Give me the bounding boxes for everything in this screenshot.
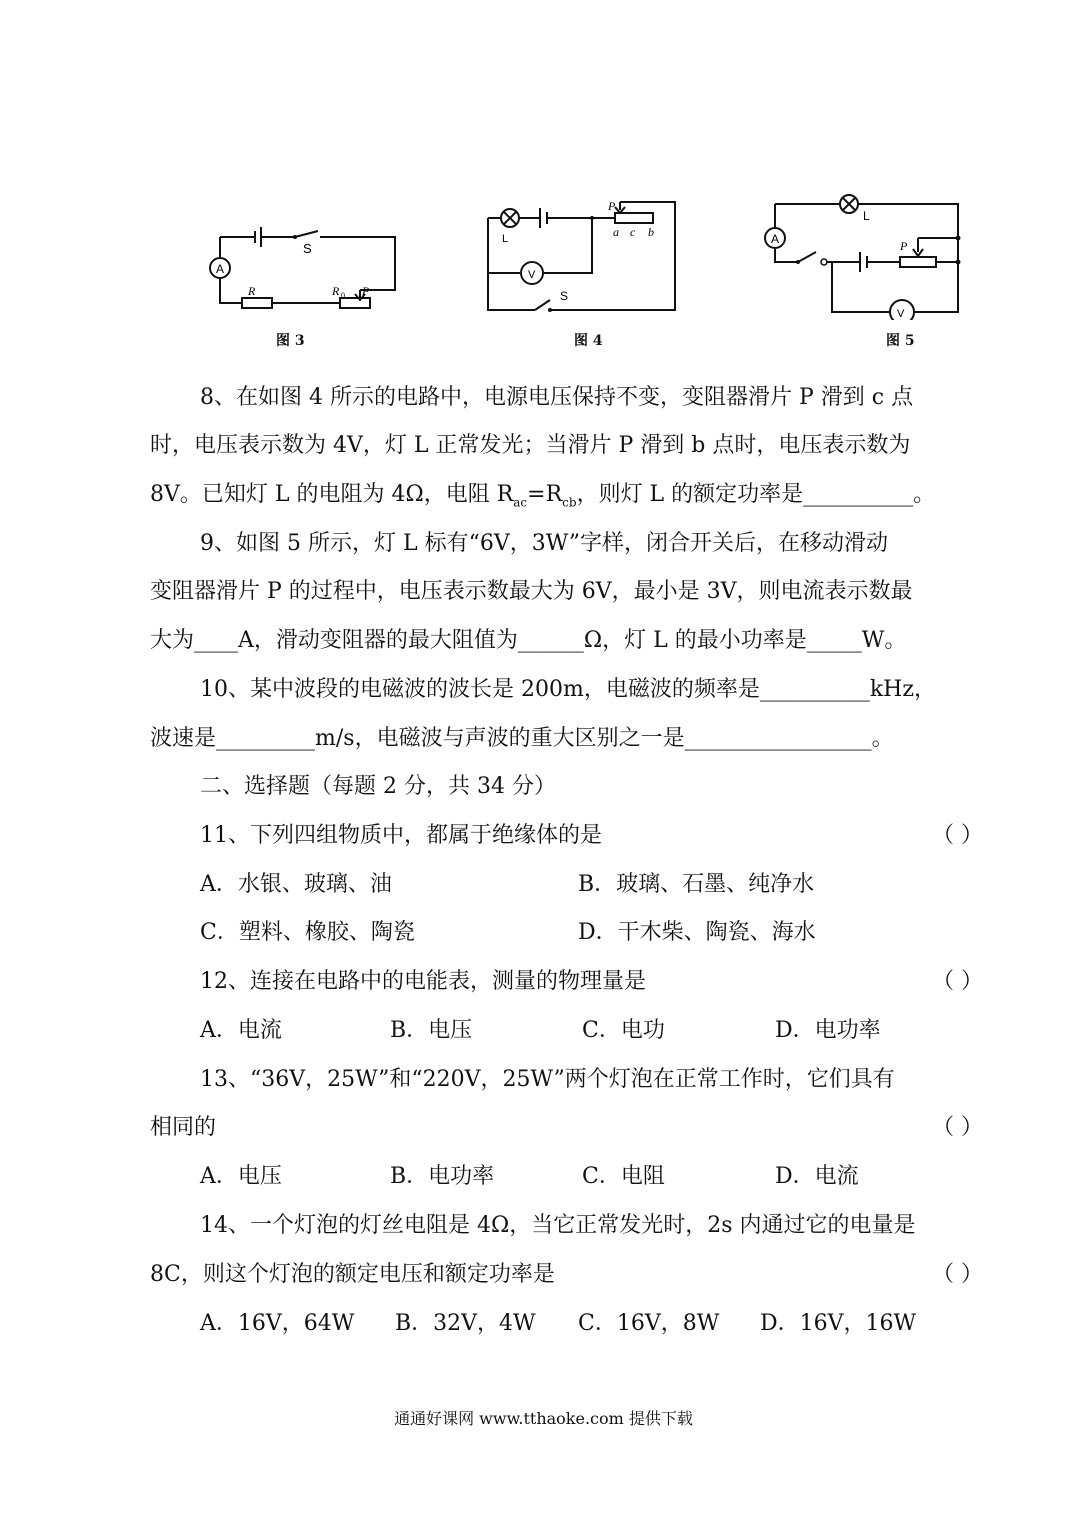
q13-line-2: 相同的 <box>150 1115 217 1140</box>
q12-stem: 12、连接在电路中的电能表，测量的物理量是 <box>200 969 646 994</box>
svg-text:c: c <box>630 225 636 239</box>
q14-answer-blank: （ ） <box>932 1262 983 1287</box>
q8-line-3: 8V。已知灯 L 的电阻为 4Ω，电阻 $R_{ac}=R_{cb}$，则灯 L 的额定功率是__________。 <box>150 482 936 510</box>
q12-option-a: A．电流 <box>200 1018 282 1043</box>
svg-text:R: R <box>248 284 256 298</box>
q14-option-c: C．16V，8W <box>578 1311 720 1336</box>
q12-answer-blank: （ ） <box>932 969 983 994</box>
q14-option-a: A．16V，64W <box>200 1311 355 1336</box>
figures-row <box>0 0 1087 360</box>
q9-line-1: 9、如图 5 所示，灯 L 标有“6V，3W”字样，闭合开关后，在移动滑动 <box>200 531 888 556</box>
figure-3-caption: 图 3 <box>276 333 305 349</box>
q11-option-c: C．塑料、橡胶、陶瓷 <box>200 920 415 945</box>
q13-option-a: A．电压 <box>200 1164 282 1189</box>
q11-option-d: D．干木柴、陶瓷、海水 <box>578 920 816 945</box>
q14-line-2: 8C，则这个灯泡的额定电压和额定功率是 <box>150 1262 555 1287</box>
figure-5-circuit <box>760 190 970 320</box>
q14-option-b: B．32V，4W <box>395 1311 536 1336</box>
svg-text:S: S <box>560 289 569 303</box>
q9-line-2: 变阻器滑片 P 的过程中，电压表示数最大为 6V，最小是 3V，则电流表示数最 <box>150 579 913 604</box>
q11-option-a: A．水银、玻璃、油 <box>200 872 392 897</box>
q13-option-d: D．电流 <box>775 1164 859 1189</box>
figure-4-circuit <box>480 190 690 320</box>
q9-line-3: 大为____A，滑动变阻器的最大阻值为______Ω，灯 L 的最小功率是_____W。 <box>150 628 907 653</box>
q12-option-b: B．电压 <box>390 1018 473 1043</box>
svg-text:0: 0 <box>341 291 345 300</box>
page-footer: 通通好课网 www.tthaoke.com 提供下载 <box>394 1409 693 1428</box>
svg-text:A: A <box>771 232 780 246</box>
svg-text:b: b <box>648 225 654 239</box>
svg-text:L: L <box>863 209 870 223</box>
q14-option-d: D．16V，16W <box>760 1311 917 1336</box>
q11-stem: 11、下列四组物质中，都属于绝缘体的是 <box>200 823 602 848</box>
svg-text:P: P <box>362 284 370 298</box>
svg-text:a: a <box>613 225 619 239</box>
q10-line-2: 波速是_________m/s，电磁波与声波的重大区别之一是_________________。 <box>150 726 894 751</box>
svg-text:A: A <box>216 262 225 276</box>
q13-answer-blank: （ ） <box>932 1115 983 1140</box>
q8-line-1: 8、在如图 4 所示的电路中，电源电压保持不变，变阻器滑片 P 滑到 c 点 <box>200 385 914 410</box>
q12-option-c: C．电功 <box>582 1018 665 1043</box>
q11-answer-blank: （ ） <box>932 823 983 848</box>
section-2-heading: 二、选择题（每题 2 分，共 34 分） <box>200 774 556 799</box>
svg-text:S: S <box>303 241 312 256</box>
figure-3-circuit <box>200 215 410 320</box>
svg-text:V: V <box>528 269 536 281</box>
svg-text:R: R <box>332 284 340 298</box>
q14-line-1: 14、一个灯泡的灯丝电阻是 4Ω，当它正常发光时，2s 内通过它的电量是 <box>200 1213 916 1238</box>
q11-option-b: B．玻璃、石墨、纯净水 <box>578 872 815 897</box>
q13-option-c: C．电阻 <box>582 1164 665 1189</box>
figure-5-caption: 图 5 <box>886 333 915 349</box>
svg-text:P: P <box>900 239 908 253</box>
q8-line-2: 时，电压表示数为 4V，灯 L 正常发光；当滑片 P 滑到 b 点时，电压表示数为 <box>150 433 911 458</box>
q13-option-b: B．电功率 <box>390 1164 495 1189</box>
svg-text:P: P <box>608 199 616 213</box>
q12-option-d: D．电功率 <box>775 1018 881 1043</box>
q13-line-1: 13、“36V，25W”和“220V，25W”两个灯泡在正常工作时，它们具有 <box>200 1067 895 1092</box>
svg-text:V: V <box>897 308 905 320</box>
q10-line-1: 10、某中波段的电磁波的波长是 200m，电磁波的频率是__________kHz， <box>200 677 936 702</box>
figure-4-caption: 图 4 <box>574 333 603 349</box>
svg-text:L: L <box>502 233 509 245</box>
